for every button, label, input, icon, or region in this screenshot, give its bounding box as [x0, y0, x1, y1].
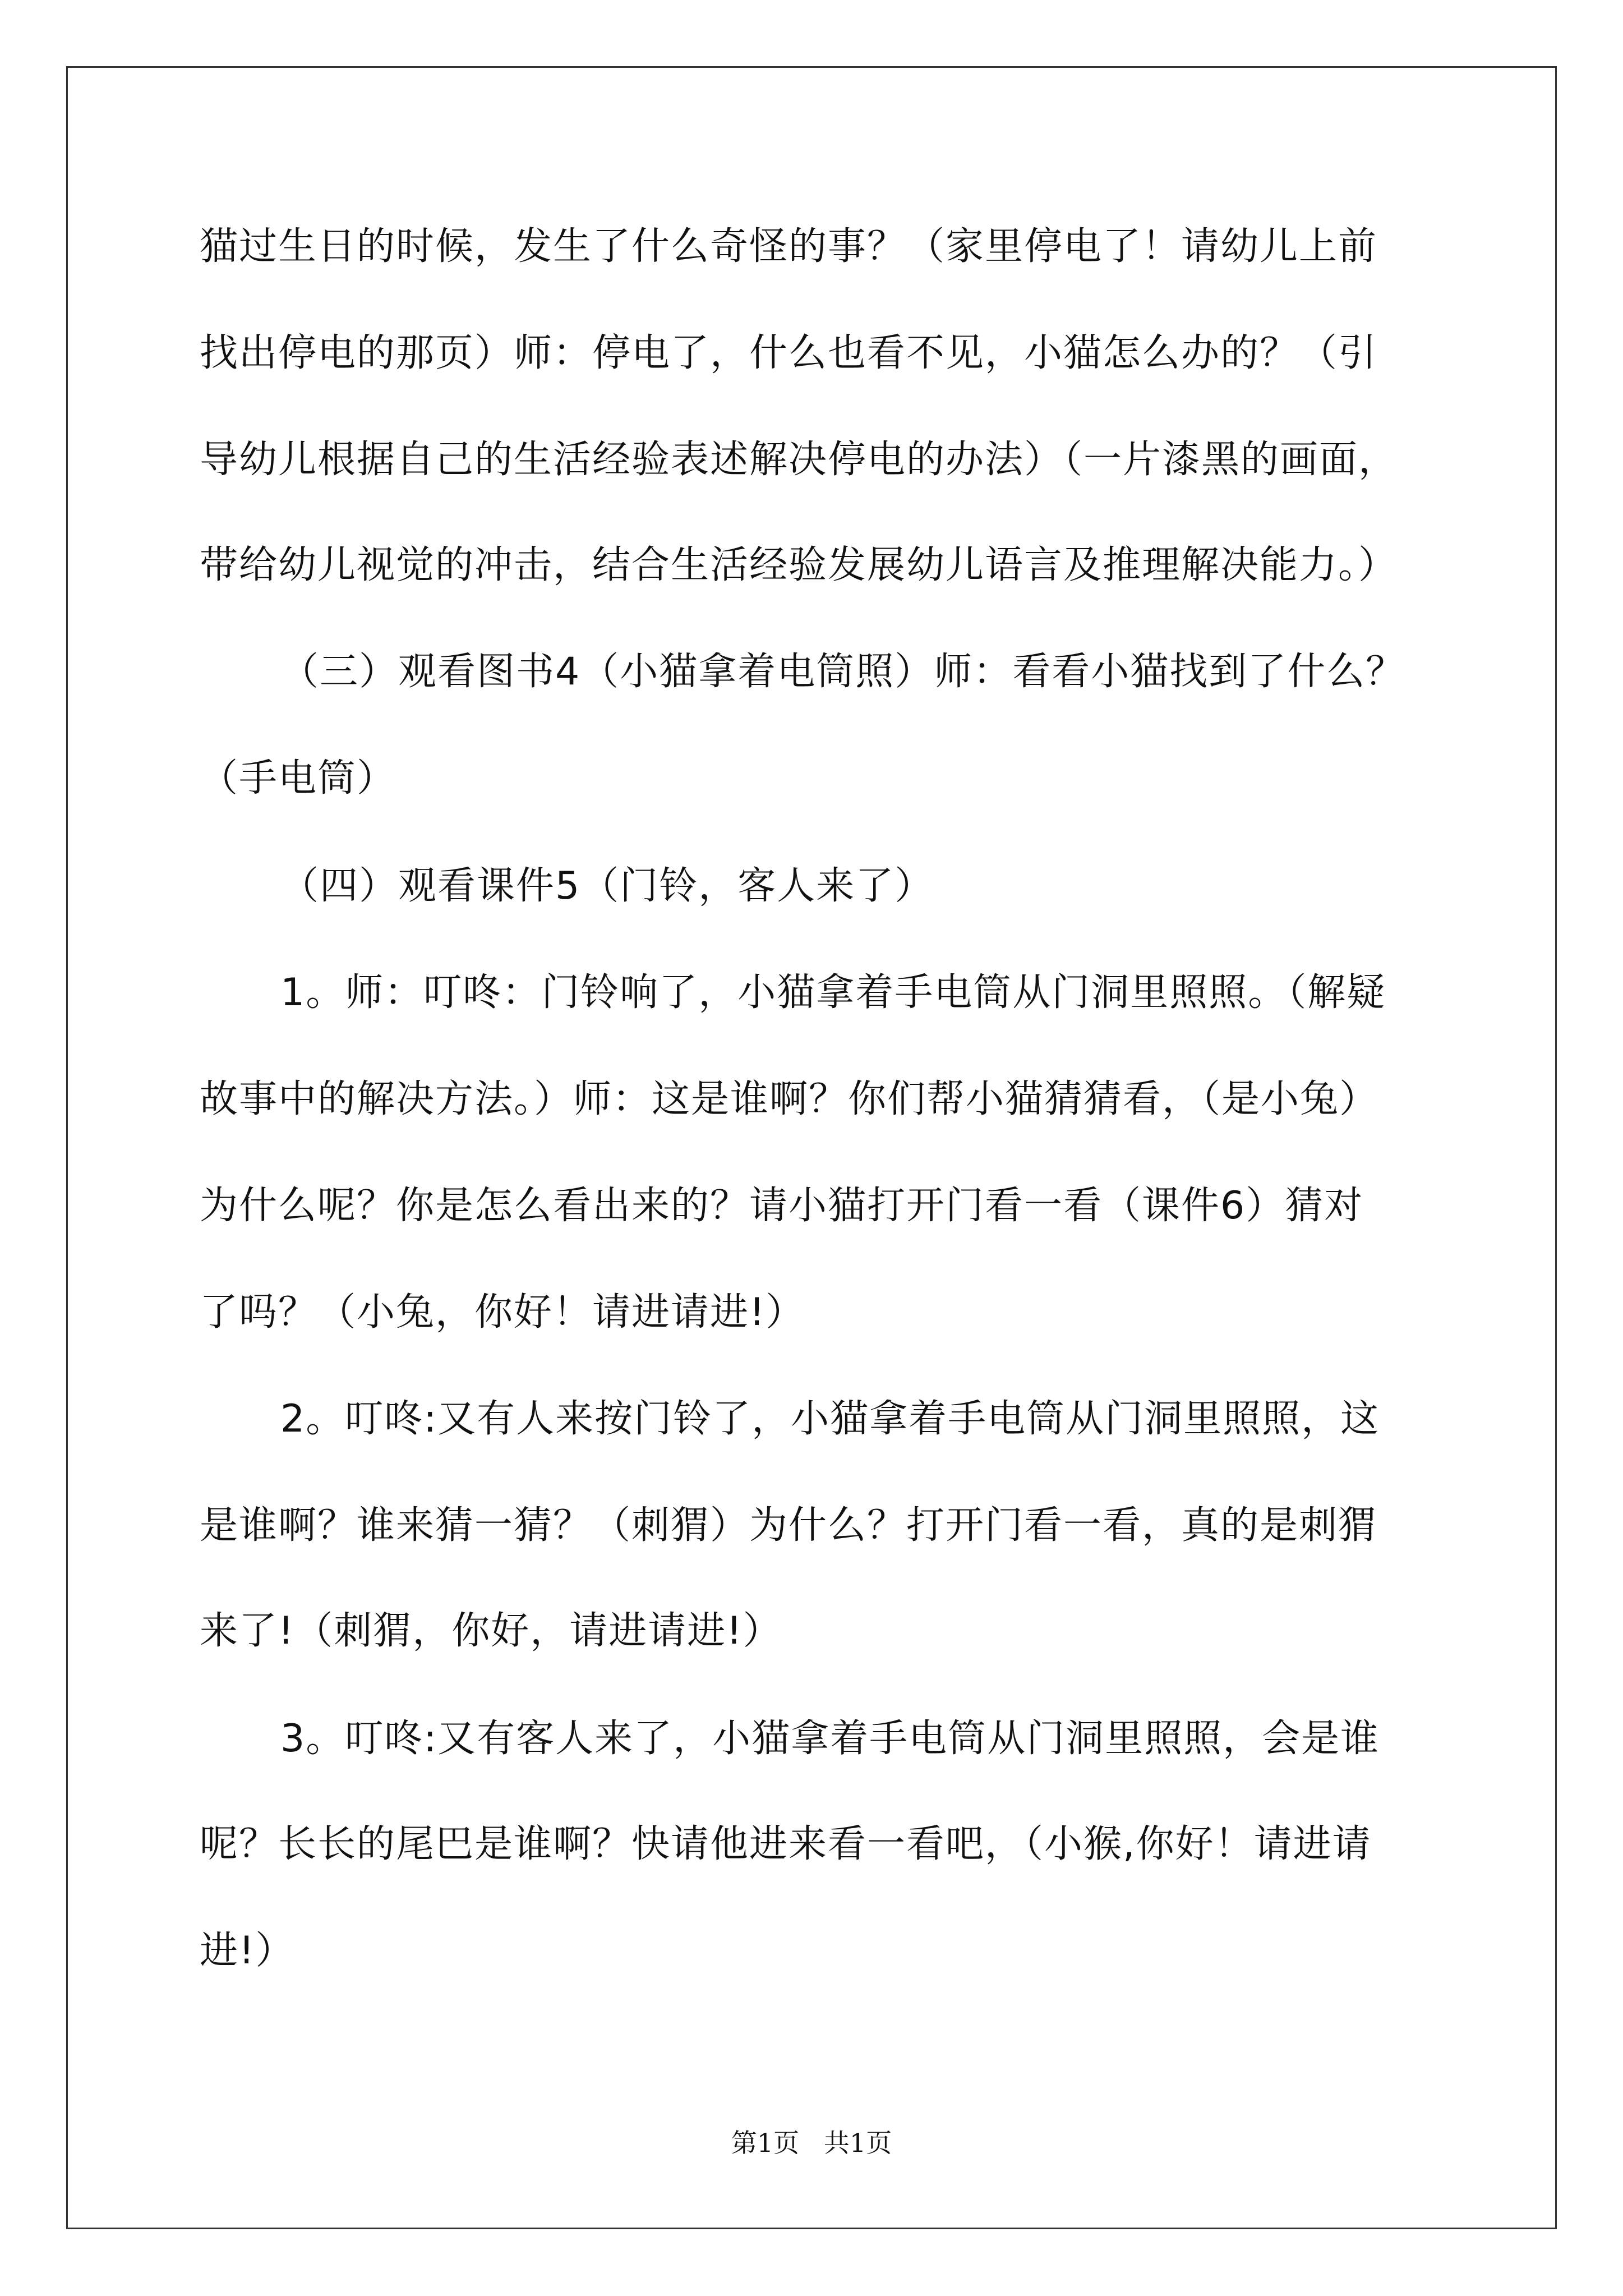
paragraph-line: 了吗？（小兔，你好！请进请进!） — [200, 1290, 805, 1335]
paragraph-line: 来了!（刺猬，你好，请进请进!） — [200, 1609, 782, 1653]
paragraph-line: 1。师：叮咚：门铃响了，小猫拿着手电筒从门洞里照照。（解疑 — [280, 970, 1386, 1015]
paragraph-line: 猫过生日的时候，发生了什么奇怪的事？（家里停电了！请幼儿上前 — [200, 224, 1378, 269]
paragraph-line: 是谁啊？谁来猜一猜？（刺猬）为什么？打开门看一看，真的是刺猬 — [200, 1503, 1378, 1548]
paragraph-line: 故事中的解决方法。）师：这是谁啊？你们帮小猫猜猜看，（是小兔） — [200, 1077, 1379, 1121]
page-border — [66, 66, 1557, 2229]
paragraph-line: 进!） — [200, 1929, 295, 1973]
paragraph-line: 带给幼儿视觉的冲击，结合生活经验发展幼儿语言及推理解决能力。） — [200, 543, 1398, 587]
paragraph-line: （三）观看图书4（小猫拿着电筒照）师：看看小猫找到了什么？ — [280, 650, 1405, 694]
paragraph-line: 2。叮咚:又有人来按门铃了，小猫拿着手电筒从门洞里照照，这 — [280, 1397, 1380, 1441]
paragraph-line: 呢？长长的尾巴是谁啊？快请他进来看一看吧，（小猴,你好！请进请 — [200, 1822, 1372, 1866]
paragraph-line: 找出停电的那页）师：停电了，什么也看不见，小猫怎么办的？（引 — [200, 331, 1378, 375]
paragraph-line: 导幼儿根据自己的生活经验表述解决停电的办法）（一片漆黑的画面， — [200, 438, 1398, 482]
paragraph-line: （手电筒） — [200, 756, 396, 800]
paragraph-line: 3。叮咚:又有客人来了，小猫拿着手电筒从门洞里照照，会是谁 — [280, 1717, 1380, 1761]
paragraph-line: （四）观看课件5（门铃，客人来了） — [280, 864, 934, 908]
page-footer: 第1页 共1页 — [731, 2128, 892, 2158]
paragraph-line: 为什么呢？你是怎么看出来的？请小猫打开门看一看（课件6）猜对 — [200, 1184, 1364, 1228]
